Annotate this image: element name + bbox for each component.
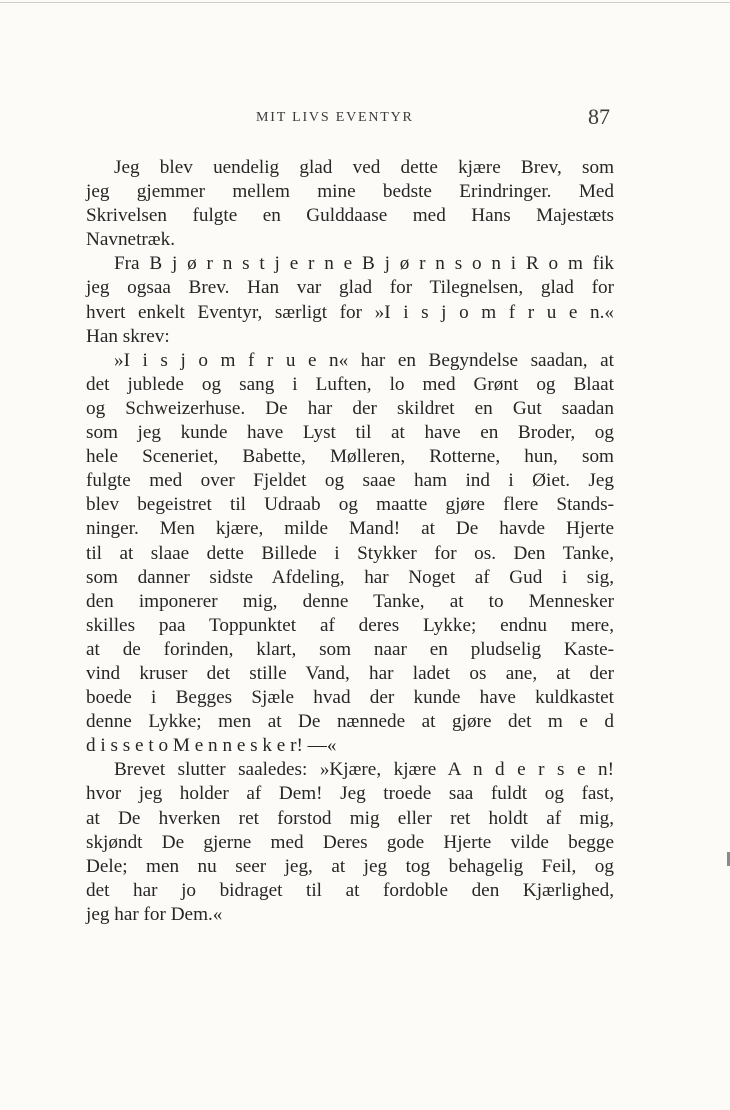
text-line: d i s s e t o M e n n e s k e r! —« bbox=[86, 735, 337, 757]
text-line: Dele; men nu seer jeg, at jeg tog behagelig Feil, og bbox=[86, 855, 614, 877]
text-line: hele Sceneriet, Babette, Mølleren, Rotterne, hun, som bbox=[86, 446, 614, 468]
running-head: MIT LIVS EVENTYR bbox=[256, 110, 414, 125]
text-line: skilles paa Toppunktet af deres Lykke; endnu mere, bbox=[86, 614, 614, 636]
text-line: at De hverken ret forstod mig eller ret holdt af mig, bbox=[86, 807, 614, 829]
text-line: Brevet slutter saaledes: »Kjære, kjære A n d e r s e n! bbox=[114, 759, 614, 781]
text-line: denne Lykke; men at De nænnede at gjøre det m e d bbox=[86, 711, 614, 733]
text-line: ninger. Men kjære, milde Mand! at De havde Hjerte bbox=[86, 518, 614, 540]
text-line: hvor jeg holder af Dem! Jeg troede saa fuldt og fast, bbox=[86, 783, 614, 805]
text-line: Jeg blev uendelig glad ved dette kjære Brev, som bbox=[114, 157, 614, 178]
text-line: som jeg kunde have Lyst til at have en Broder, og bbox=[86, 422, 614, 444]
text-line: Skrivelsen fulgte en Gulddaase med Hans Majestæts bbox=[86, 205, 614, 227]
text-line: skjøndt De gjerne med Deres gode Hjerte vilde begge bbox=[86, 831, 614, 853]
text-line: jeg ogsaa Brev. Han var glad for Tilegnelsen, glad for bbox=[86, 277, 614, 299]
page-number: 87 bbox=[588, 104, 610, 129]
text-line: den imponerer mig, denne Tanke, at to Mennesker bbox=[86, 590, 614, 612]
body-text bbox=[86, 156, 614, 927]
text-line: Navnetræk. bbox=[86, 229, 175, 251]
text-line: som danner sidste Afdeling, har Noget af Gud i sig, bbox=[86, 566, 614, 588]
text-line: vind kruser det stille Vand, har ladet os ane, at der bbox=[86, 662, 614, 684]
text-line: jeg har for Dem.« bbox=[86, 903, 223, 925]
text-line: det har jo bidraget til at fordoble den Kjærlighed, bbox=[86, 879, 614, 901]
text-line: det jublede og sang i Luften, lo med Grønt og Blaat bbox=[86, 373, 614, 395]
text-line: at de forinden, klart, som naar en pludselig Kaste- bbox=[86, 638, 614, 660]
text-line: Fra B j ø r n s t j e r n e B j ø r n s o n i R o m fik bbox=[114, 253, 614, 275]
page-top-edge-rule bbox=[0, 2, 730, 3]
text-line: fulgte med over Fjeldet og saae ham ind i Øiet. Jeg bbox=[86, 470, 614, 492]
text-line: »I i s j o m f r u e n« har en Begyndelse saadan, at bbox=[114, 349, 614, 371]
text-line: Han skrev: bbox=[86, 325, 170, 347]
text-line: og Schweizerhuse. De har der skildret en Gut saadan bbox=[86, 397, 614, 419]
text-line: blev begeistret til Udraab og maatte gjøre flere Stands- bbox=[86, 494, 614, 516]
text-line: til at slaae dette Billede i Stykker for os. Den Tanke, bbox=[86, 542, 614, 564]
text-line: boede i Begges Sjæle hvad der kunde have kuldkastet bbox=[86, 687, 614, 709]
text-line: hvert enkelt Eventyr, særligt for »I i s j o m f r u e n.« bbox=[86, 301, 614, 323]
text-line: jeg gjemmer mellem mine bedste Erindringer. Med bbox=[86, 181, 614, 203]
